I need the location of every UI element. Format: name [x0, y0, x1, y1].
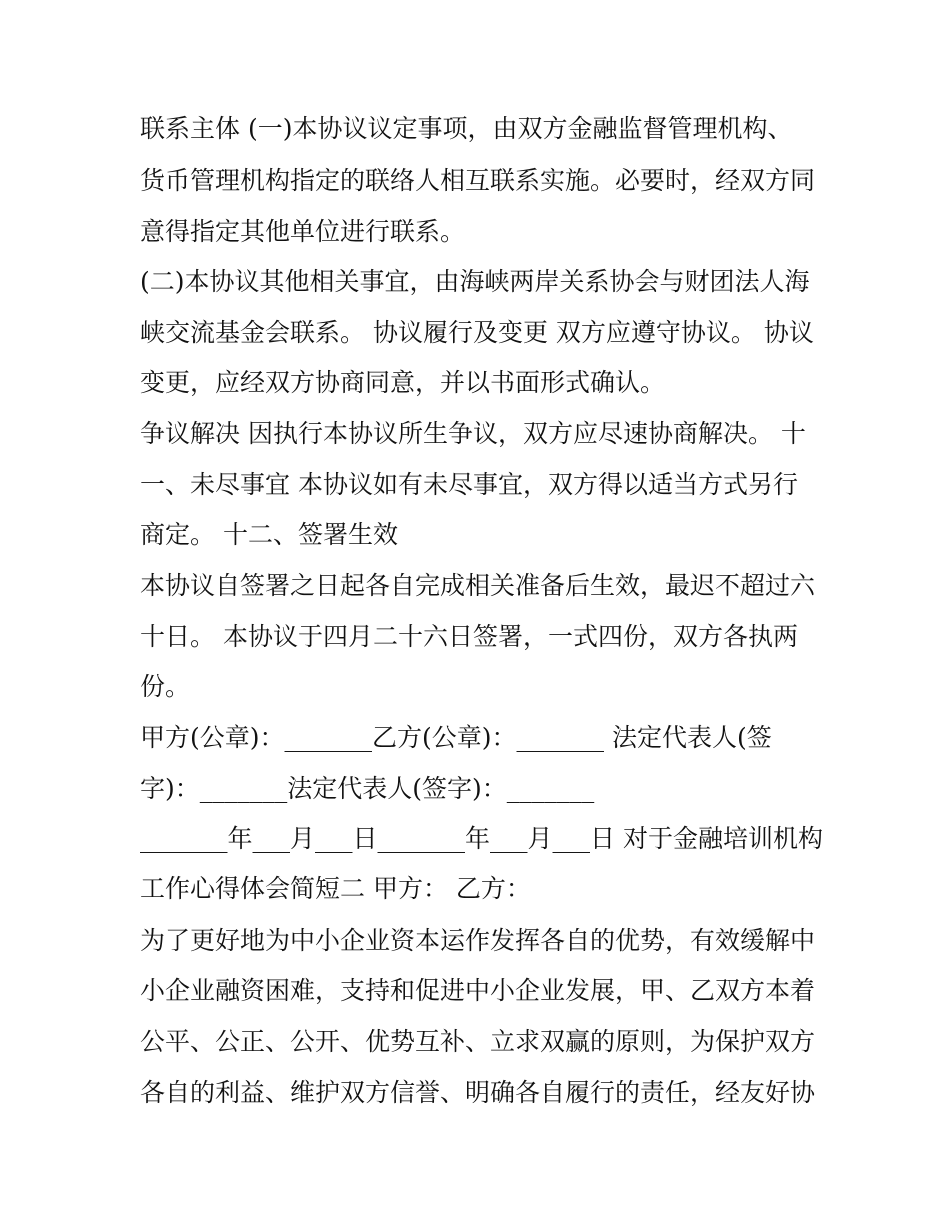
text-line: 意得指定其他单位进行联系。: [140, 217, 466, 246]
text-line: 份。: [140, 672, 191, 701]
text-line: 货币管理机构指定的联络人相互联系实施。必要时，经双方同: [140, 166, 816, 195]
text-line: 本协议自签署之日起各自完成相关准备后生效，最迟不超过六: [140, 571, 816, 600]
text-line: 甲方(公章)：_______乙方(公章)：_______ 法定代表人(签: [140, 723, 772, 752]
text-line: _______年___月___日_______年___月___日 对于金融培训机构: [140, 824, 823, 853]
text-line: 字)：_______法定代表人(签字)：_______: [140, 774, 595, 803]
text-line: 各自的利益、维护双方信誉、明确各自履行的责任，经友好协: [140, 1078, 816, 1107]
text-line: 联系主体 (一)本协议议定事项，由双方金融监督管理机构、: [140, 114, 793, 143]
text-line: 工作心得体会简短二 甲方： 乙方：: [140, 874, 531, 903]
text-line: 变更，应经双方协商同意，并以书面形式确认。: [140, 368, 666, 397]
text-line: 商定。 十二、签署生效: [140, 520, 398, 549]
text-line: 十日。 本协议于四月二十六日签署，一式四份，双方各执两: [140, 622, 798, 651]
text-line: 小企业融资困难，支持和促进中小企业发展，甲、乙双方本着: [140, 976, 816, 1005]
text-line: 为了更好地为中小企业资本运作发挥各自的优势，有效缓解中: [140, 926, 816, 955]
text-line: (二)本协议其他相关事宜，由海峡两岸关系协会与财团法人海: [140, 267, 810, 296]
text-line: 争议解决 因执行本协议所生争议，双方应尽速协商解决。 十: [140, 419, 806, 448]
text-line: 峡交流基金会联系。 协议履行及变更 双方应遵守协议。 协议: [140, 318, 814, 347]
text-line: 公平、公正、公开、优势互补、立求双赢的原则，为保护双方: [140, 1027, 816, 1056]
text-line: 一、未尽事宜 本协议如有未尽事宜，双方得以适当方式另行: [140, 470, 798, 499]
